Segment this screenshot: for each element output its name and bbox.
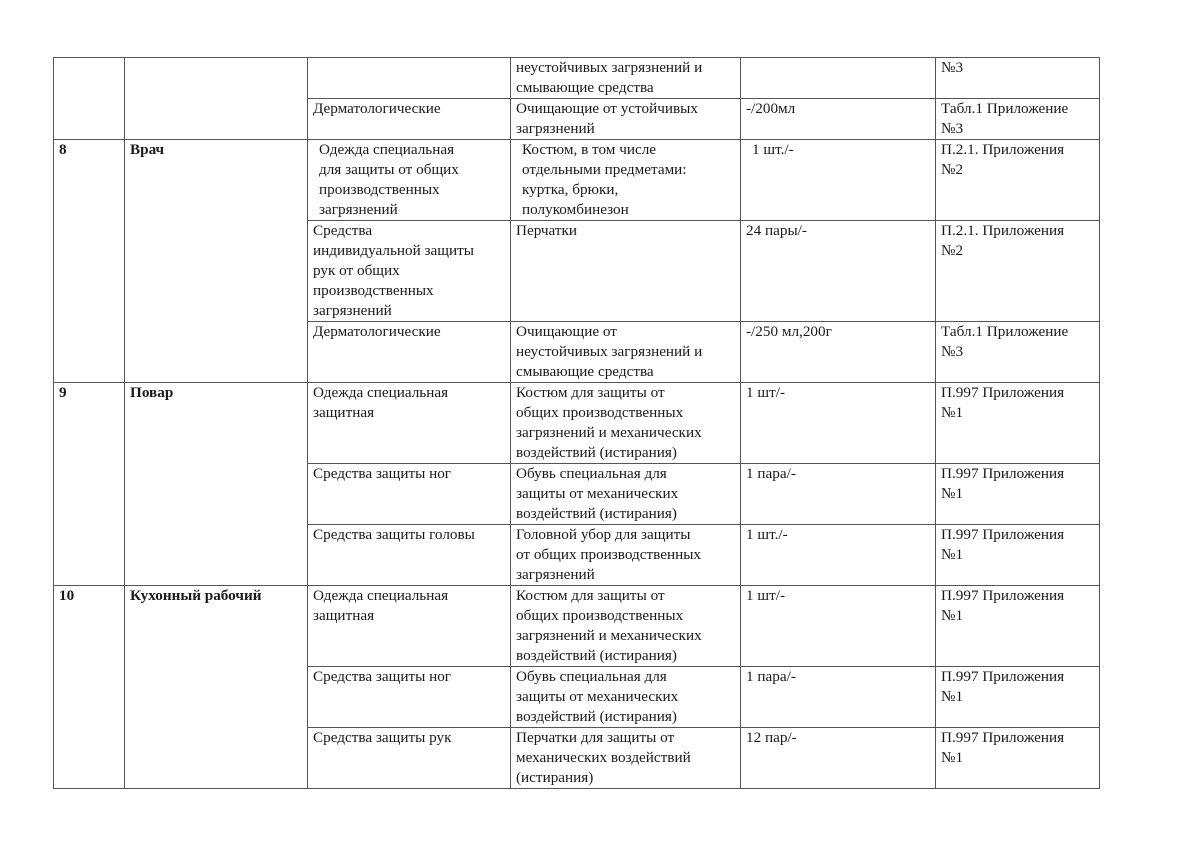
reference-cell: П.2.1. Приложения №2 [936, 140, 1100, 221]
ppe-type-cell: Одежда специальная защитная [308, 383, 511, 464]
reference-cell: П.997 Приложения №1 [936, 728, 1100, 789]
row-number-cell: 9 [54, 383, 125, 586]
reference-cell: Табл.1 Приложение №3 [936, 99, 1100, 140]
ppe-table [53, 57, 1100, 789]
reference-cell: П.997 Приложения №1 [936, 586, 1100, 667]
profession-cell: Врач [125, 140, 308, 383]
table-row [54, 383, 1100, 464]
ppe-type-cell [308, 58, 511, 99]
profession-cell [125, 58, 308, 140]
quantity-cell: 1 пара/- [741, 464, 936, 525]
quantity-cell: 24 пары/- [741, 221, 936, 322]
quantity-cell [741, 58, 936, 99]
ppe-type-cell: Средства защиты рук [308, 728, 511, 789]
reference-cell: П.997 Приложения №1 [936, 525, 1100, 586]
ppe-item-cell: Очищающие от неустойчивых загрязнений и смывающие средства [511, 322, 741, 383]
ppe-item-cell: Костюм, в том числе отдельными предметами: куртка, брюки, полукомбинезон [511, 140, 741, 221]
ppe-type-cell: Средства защиты головы [308, 525, 511, 586]
ppe-type-cell: Дерматологические [308, 322, 511, 383]
quantity-cell: -/200мл [741, 99, 936, 140]
quantity-cell: -/250 мл,200г [741, 322, 936, 383]
ppe-type-cell: Средства защиты ног [308, 464, 511, 525]
ppe-type-cell: Дерматологические [308, 99, 511, 140]
ppe-type-cell: Средства защиты ног [308, 667, 511, 728]
quantity-cell: 1 шт/- [741, 586, 936, 667]
ppe-item-cell: Костюм для защиты от общих производственных загрязнений и механических воздействий (истирания) [511, 383, 741, 464]
row-number-cell: 10 [54, 586, 125, 789]
quantity-cell: 12 пар/- [741, 728, 936, 789]
quantity-cell: 1 пара/- [741, 667, 936, 728]
ppe-item-cell: Перчатки [511, 221, 741, 322]
row-number-cell [54, 58, 125, 140]
table-row [54, 586, 1100, 667]
quantity-cell: 1 шт./- [741, 140, 936, 221]
table-row [54, 140, 1100, 221]
ppe-item-cell: Очищающие от устойчивых загрязнений [511, 99, 741, 140]
ppe-item-cell: Головной убор для защиты от общих производственных загрязнений [511, 525, 741, 586]
ppe-type-cell: Одежда специальная для защиты от общих производственных загрязнений [308, 140, 511, 221]
ppe-item-cell: Обувь специальная для защиты от механических воздействий (истирания) [511, 667, 741, 728]
reference-cell: П.2.1. Приложения №2 [936, 221, 1100, 322]
reference-cell: П.997 Приложения №1 [936, 667, 1100, 728]
ppe-type-cell: Средства индивидуальной защиты рук от общих производственных загрязнений [308, 221, 511, 322]
table-row [54, 58, 1100, 99]
ppe-item-cell: Перчатки для защиты от механических воздействий (истирания) [511, 728, 741, 789]
ppe-item-cell: неустойчивых загрязнений и смывающие средства [511, 58, 741, 99]
reference-cell: №3 [936, 58, 1100, 99]
reference-cell: П.997 Приложения №1 [936, 464, 1100, 525]
reference-cell: Табл.1 Приложение №3 [936, 322, 1100, 383]
quantity-cell: 1 шт./- [741, 525, 936, 586]
profession-cell: Кухонный рабочий [125, 586, 308, 789]
reference-cell: П.997 Приложения №1 [936, 383, 1100, 464]
row-number-cell: 8 [54, 140, 125, 383]
profession-cell: Повар [125, 383, 308, 586]
ppe-item-cell: Обувь специальная для защиты от механических воздействий (истирания) [511, 464, 741, 525]
quantity-cell: 1 шт/- [741, 383, 936, 464]
ppe-item-cell: Костюм для защиты от общих производственных загрязнений и механических воздействий (истирания) [511, 586, 741, 667]
ppe-type-cell: Одежда специальная защитная [308, 586, 511, 667]
